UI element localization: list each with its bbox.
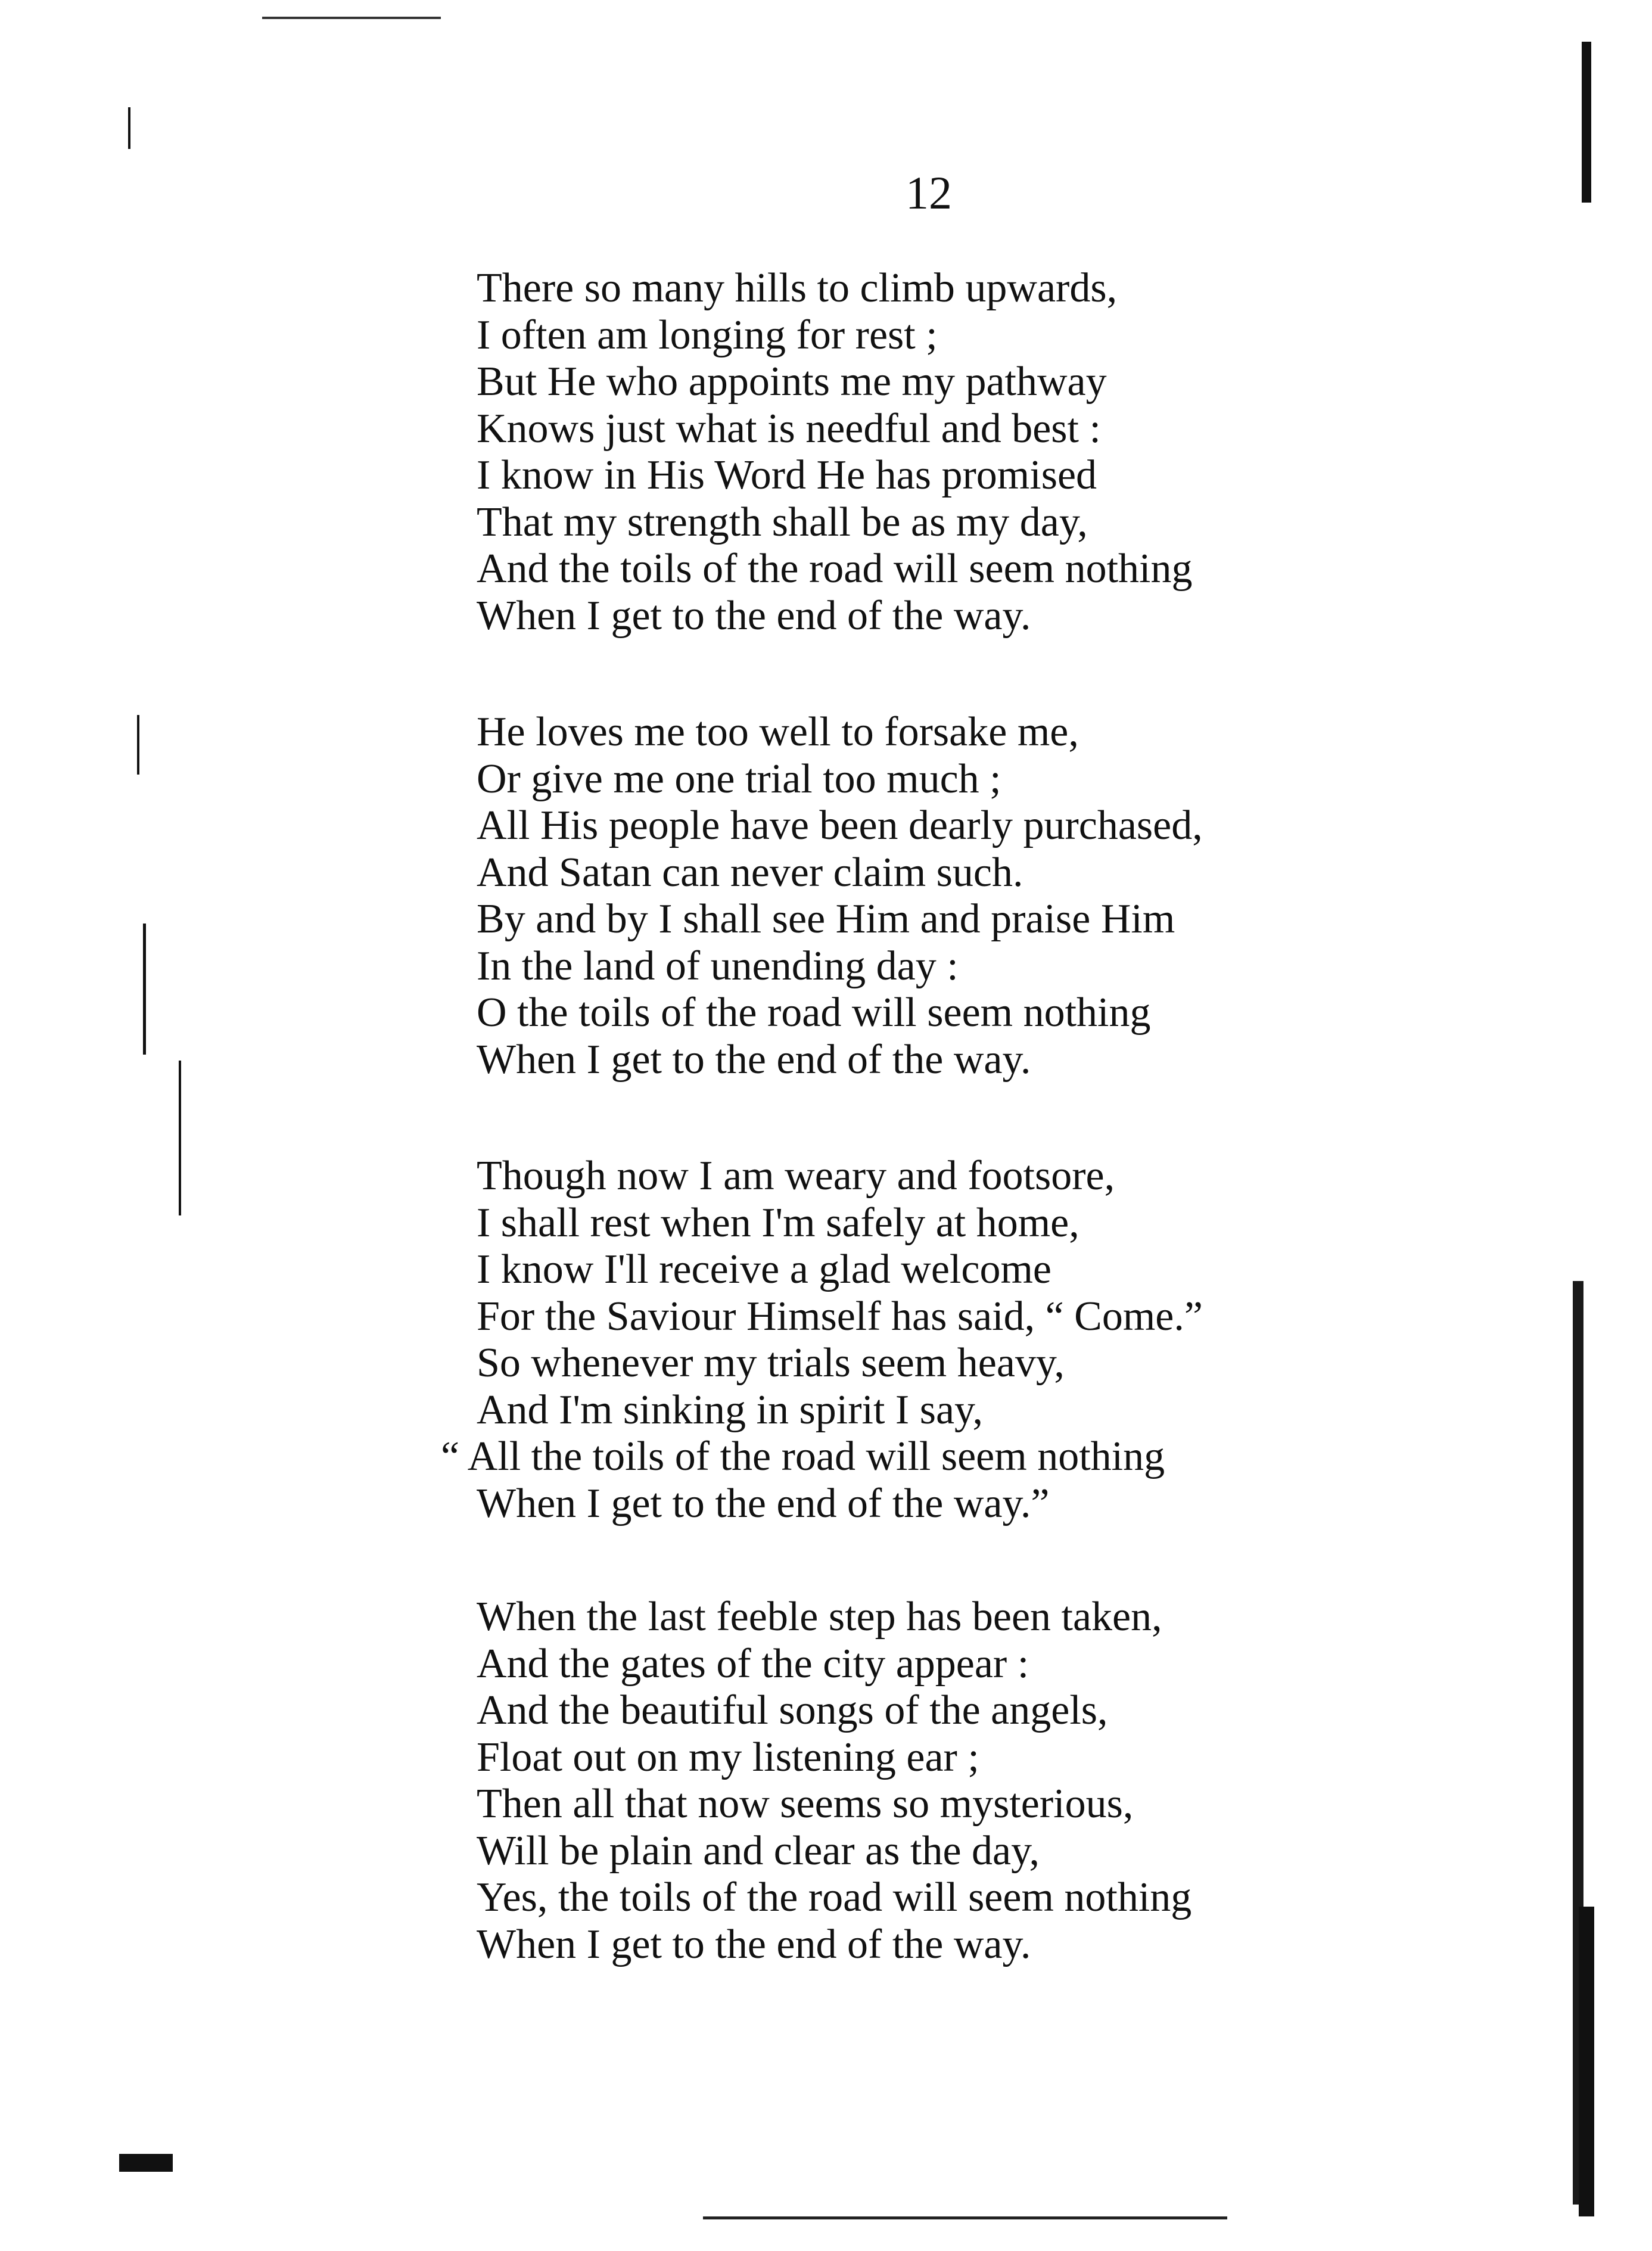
poem-line: Or give me one trial too much ; (477, 755, 1001, 802)
poem-line: For the Saviour Himself has said, “ Come.” (477, 1293, 1203, 1339)
stanza-4 (477, 1594, 1191, 1968)
page-number: 12 (906, 167, 952, 219)
poem-line: Will be plain and clear as the day, (477, 1827, 1040, 1874)
poem-line: When the last feeble step has been taken, (477, 1594, 1162, 1640)
poem-line: But He who appoints me my pathway (477, 359, 1107, 405)
poem-line: When I get to the end of the way. (477, 1036, 1031, 1083)
scan-artifact-right-edge (1582, 42, 1591, 203)
poem-line: When I get to the end of the way. (477, 592, 1031, 639)
poem-line: O the toils of the road will seem nothing (477, 990, 1151, 1036)
scan-artifact-left-block (119, 2154, 173, 2172)
poem-line: In the land of unending day : (477, 943, 959, 989)
scan-artifact-bottom-rule (703, 2216, 1227, 2219)
poem-line: And the toils of the road will seem nothing (477, 546, 1193, 592)
stanza-3 (441, 1153, 1203, 1527)
poem-line: And Satan can never claim such. (477, 849, 1023, 896)
stanza-2 (477, 709, 1203, 1083)
poem-line: I shall rest when I'm safely at home, (477, 1199, 1079, 1246)
poem-line: Float out on my listening ear ; (477, 1734, 979, 1780)
poem-line: Yes, the toils of the road will seem nothing (477, 1874, 1192, 1920)
poem-line: And the gates of the city appear : (477, 1640, 1029, 1687)
stanza-1 (477, 265, 1192, 639)
poem-line: I know in His Word He has promised (477, 452, 1097, 498)
poem-line: Knows just what is needful and best : (477, 405, 1101, 452)
poem-line: There so many hills to climb upwards, (477, 265, 1118, 311)
poem-line: Then all that now seems so mysterious, (477, 1781, 1134, 1827)
poem-line: When I get to the end of the way.” (477, 1480, 1050, 1526)
poem-line: And I'm sinking in spirit I say, (477, 1386, 983, 1433)
poem-line: So whenever my trials seem heavy, (477, 1340, 1065, 1386)
poem-line: He loves me too well to forsake me, (477, 709, 1079, 755)
poem-line: That my strength shall be as my day, (477, 499, 1088, 545)
scan-artifact-right-edge (1579, 1907, 1594, 2216)
scan-artifact-left-mark (128, 107, 130, 149)
poem-line: Though now I am weary and footsore, (477, 1153, 1115, 1199)
scan-artifact-left-mark (179, 1061, 181, 1215)
poem-line: All His people have been dearly purchased, (477, 803, 1203, 848)
poem-line: “ All the toils of the road will seem nothing (441, 1434, 1165, 1479)
poem-line: By and by I shall see Him and praise Him (477, 896, 1175, 942)
poem-line: And the beautiful songs of the angels, (477, 1687, 1108, 1733)
poem-line: I often am longing for rest ; (477, 312, 938, 358)
poem-line: I know I'll receive a glad welcome (477, 1246, 1051, 1292)
scan-artifact-left-mark (143, 924, 146, 1055)
poem-line: When I get to the end of the way. (477, 1921, 1031, 1967)
scan-artifact-top-rule (262, 17, 441, 19)
scan-artifact-left-mark (137, 715, 139, 775)
